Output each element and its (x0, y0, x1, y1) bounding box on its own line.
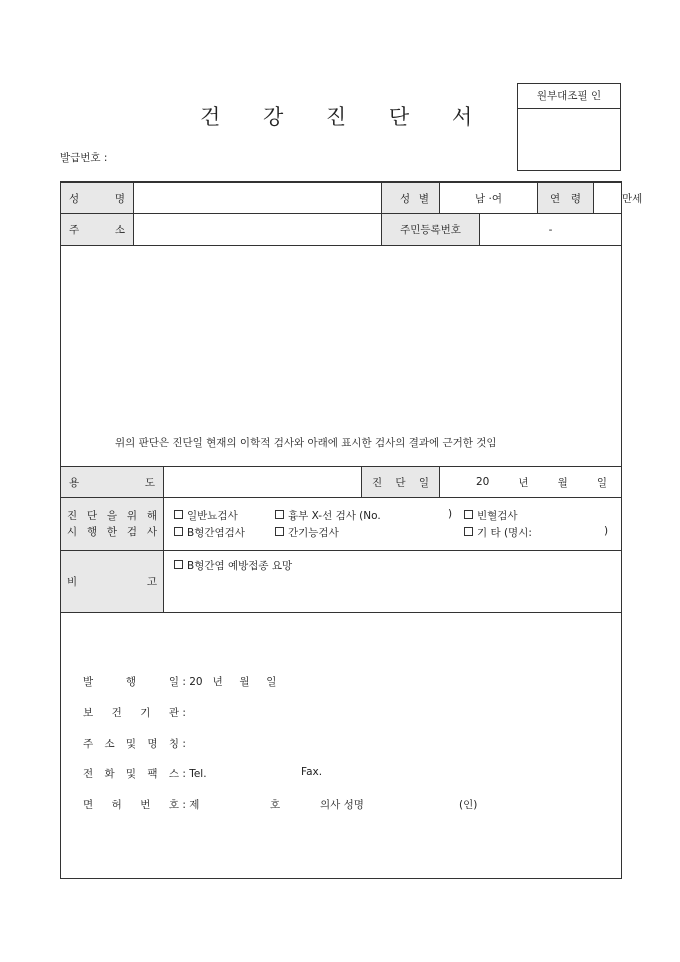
issue-date-line: 발 행 일 : 20 년 월 일 (83, 676, 277, 688)
remarks-label: 비 고 (61, 551, 164, 612)
gender-label: 성 별 (382, 183, 440, 213)
phone-fax-line: 전 화 및 팩 스 : Tel. (83, 768, 207, 780)
doctor-name-label: 의사 성명 (320, 799, 364, 811)
remark-hepb-vaccine[interactable]: B형간염 예방접종 요망 (174, 558, 292, 573)
row-tests (61, 498, 621, 551)
institution-line: 보 건 기 관 : (83, 707, 186, 719)
test-urinalysis[interactable]: 일반뇨검사 (174, 508, 238, 523)
age-label: 연 령 (538, 183, 594, 213)
institution-label: 보 건 기 관 (83, 707, 179, 719)
judgment-statement: 위의 판단은 진단일 현재의 이학적 검사와 아래에 표시한 검사의 결과에 근거한 것임 (115, 437, 497, 449)
address-field[interactable] (134, 214, 382, 245)
license-prefix: 제 (189, 799, 200, 811)
health-certificate-table (60, 181, 643, 879)
remarks-field (164, 551, 621, 612)
page-title: 건 강 진 단 서 (200, 105, 491, 129)
name-label: 성 명 (61, 183, 134, 213)
issuer-section (61, 613, 621, 878)
row-address (61, 214, 621, 246)
resident-no-label: 주민등록번호 (382, 214, 480, 245)
test-other[interactable]: 기 타 (명시: (464, 525, 532, 540)
license-line: 면 허 번 호 : 제 (83, 799, 200, 811)
purpose-field[interactable] (164, 467, 362, 497)
row-remarks (61, 551, 621, 613)
test-other-close: ) (604, 525, 609, 537)
row-purpose (61, 467, 621, 498)
name-field[interactable] (134, 183, 382, 213)
license-label: 면 허 번 호 (83, 799, 179, 811)
checkbox-icon (275, 510, 284, 519)
fax-label: Fax. (301, 766, 323, 778)
address-label: 주 소 (61, 214, 134, 245)
diag-date-field[interactable]: 20 년 월 일 (476, 476, 607, 489)
issue-date-label: 발 행 일 (83, 676, 179, 688)
checkbox-icon (464, 527, 473, 536)
test-anemia[interactable]: 빈혈검사 (464, 508, 518, 523)
address-name-line: 주 소 및 명 칭 : (83, 738, 186, 750)
checkbox-icon (174, 510, 183, 519)
issue-date-value[interactable]: 20 년 월 일 (189, 676, 277, 688)
gender-field[interactable]: 남 ·여 (440, 183, 538, 213)
checkbox-icon (174, 527, 183, 536)
test-chest-xray[interactable]: 흉부 X-선 검사 (No. (275, 508, 381, 523)
test-hepatitis-b[interactable]: B형간염검사 (174, 525, 245, 540)
checkbox-icon (275, 527, 284, 536)
stamp-label: 원부대조필 인 (518, 84, 620, 109)
issue-number-label: 발급번호 : (60, 152, 108, 164)
diag-date-label: 진 단 일 (362, 467, 440, 497)
address-name-label: 주 소 및 명 칭 (83, 738, 179, 750)
resident-no-field[interactable]: - (548, 223, 553, 236)
test-liver-function[interactable]: 간기능검사 (275, 525, 339, 540)
stamp-box (517, 83, 621, 171)
purpose-label: 용 도 (61, 467, 164, 497)
judgment-area[interactable] (61, 246, 621, 467)
row-name (61, 183, 643, 214)
checkbox-icon (464, 510, 473, 519)
seal-mark: (인) (459, 799, 478, 811)
phone-fax-label: 전 화 및 팩 스 (83, 768, 179, 780)
age-field[interactable]: 만 세 (622, 192, 643, 205)
tests-options (164, 498, 621, 550)
checkbox-icon (174, 560, 183, 569)
license-suffix: 호 (270, 799, 281, 811)
tel-label: Tel. (189, 768, 207, 780)
tests-label: 진 단 을 위 해 시 행 한 검 사 (61, 498, 164, 550)
test-chest-xray-close: ) (448, 508, 453, 520)
